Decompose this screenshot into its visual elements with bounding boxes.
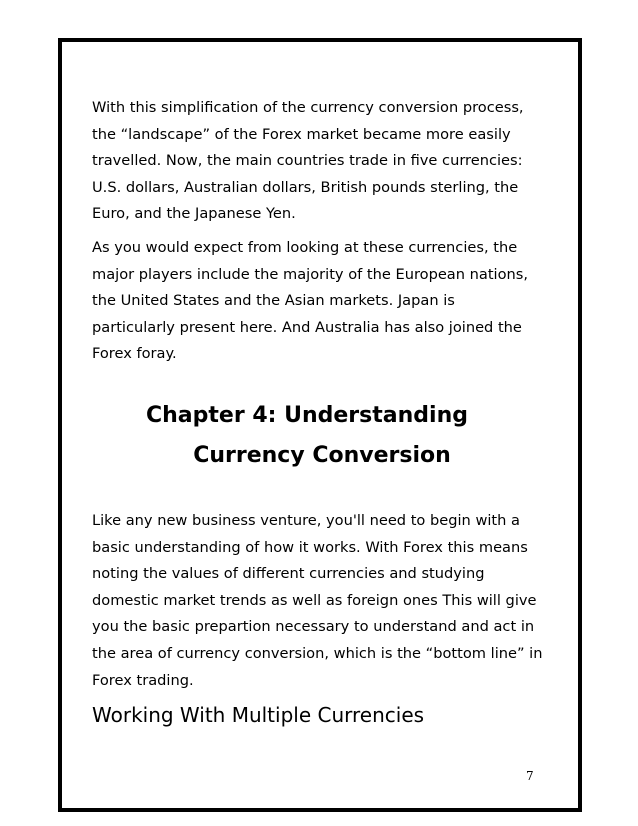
text-line: major players include the majority of the European nations, [92, 265, 529, 283]
text-line: the “landscape” of the Forex market became more easily [92, 125, 511, 143]
text-line: the area of currency conversion, which is the “bottom line” in [92, 644, 543, 662]
section-heading: Working With Multiple Currencies [92, 703, 425, 727]
text-line: Euro, and the Japanese Yen. [92, 205, 296, 223]
text-line: noting the values of different currencies and studying [92, 565, 485, 583]
text-line: Like any new business venture, you'll need to begin with a [92, 512, 520, 529]
paragraph-major-players [92, 235, 552, 368]
chapter-title-line-2: Currency Conversion [193, 443, 451, 468]
text-line: travelled. Now, the main countries trade in five currencies: [92, 152, 523, 170]
chapter-title-line-1: Chapter 4: Understanding [146, 403, 468, 428]
text-line: you the basic prepartion necessary to understand and act in [92, 618, 535, 636]
text-line: the United States and the Asian markets. Japan is [92, 292, 455, 310]
paragraph-forex-landscape [92, 95, 552, 228]
text-line: Forex trading. [92, 671, 194, 689]
text-line: particularly present here. And Australia has also joined the [92, 318, 522, 336]
text-line: U.S. dollars, Australian dollars, British pounds sterling, the [92, 178, 519, 196]
chapter-title [92, 396, 552, 476]
text-line: Forex foray. [92, 345, 177, 363]
text-line: basic understanding of how it works. With Forex this means [92, 538, 528, 556]
page-number: 7 [526, 769, 534, 783]
paragraph-business-venture [92, 508, 552, 694]
text-line: With this simplification of the currency conversion process, [92, 99, 524, 116]
text-line: As you would expect from looking at these currencies, the [92, 239, 518, 256]
text-line: domestic market trends as well as foreign ones This will give [92, 591, 537, 609]
